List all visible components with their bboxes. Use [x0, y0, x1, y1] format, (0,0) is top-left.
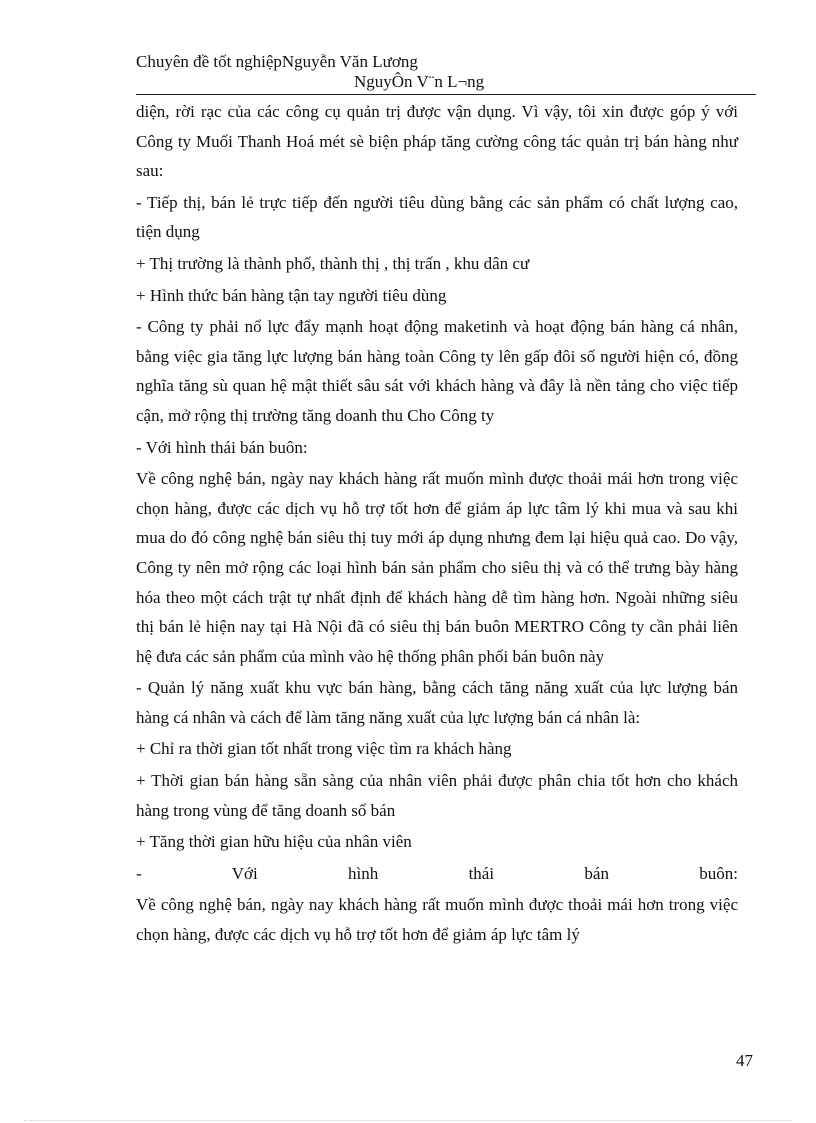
page-number: 47	[736, 1051, 753, 1070]
paragraph: + Thời gian bán hàng sẵn sàng của nhân viên phải được phân chia tốt hơn cho khách hàng trong vùng để tăng doanh số bán	[136, 771, 738, 820]
paragraph: Về công nghệ bán, ngày nay khách hàng rất muốn mình được thoải mái hơn trong việc chọn hàng, được các dịch vụ hỗ trợ tốt hơn để giảm áp lực tâm lý khi mua và sau khi mua do đó công nghệ bán siêu thị tuy mới áp dụng nhưng đem lại hiệu quả cao. Do vậy, Công ty nên mở rộng các loại hình bán sản phẩm cho siêu thị và có thể trưng bày hàng hóa theo một cách trật tự nhất định để khách hàng dễ tìm hàng hơn. Ngoài những siêu thị bán lẻ hiện nay tại Hà Nội đã có siêu thị bán buôn MERTRO Công ty cần phải liên hệ đưa các sản phẩm của mình vào hệ thống phân phối bán buôn này	[136, 469, 738, 666]
paragraph: - Công ty phải nổ lực đẩy mạnh hoạt động maketinh và hoạt động bán hàng cá nhân, bằng việc gia tăng lực lượng bán hàng toàn Công ty lên gấp đôi số người hiện có, đồng nghĩa tăng sù quan hệ mật thiết sâu sát với khách hàng và đây là nền tảng cho việc tiếp cận, mở rộng thị trường tăng doanh thu Cho Công ty	[136, 317, 738, 425]
page-bottom-divider	[24, 1120, 792, 1121]
paragraph: - Với hình thái bán buôn:	[136, 863, 738, 883]
paragraph: + Hình thức bán hàng tận tay người tiêu dùng	[136, 285, 447, 305]
paragraph: + Tăng thời gian hữu hiệu của nhân viên	[136, 832, 412, 852]
header-rule	[136, 94, 756, 95]
page-header	[136, 52, 756, 92]
paragraph: - Với hình thái bán buôn:	[136, 437, 308, 457]
header-title: Chuyên đề tốt nghiệpNguyễn Văn Lương	[136, 52, 418, 71]
paragraph: - Tiếp thị, bán lẻ trực tiếp đến người tiêu dùng bằng các sản phẩm có chất lượng cao, tiện dụng	[136, 192, 738, 242]
paragraph: Về công nghệ bán, ngày nay khách hàng rất muốn mình được thoải mái hơn trong việc chọn hàng, được các dịch vụ hỗ trợ tốt hơn để giảm áp lực tâm lý	[136, 895, 738, 945]
paragraph: - Quản lý năng xuất khu vực bán hàng, bằng cách tăng năng xuất của lực lượng bán hàng cá nhân và cách để làm tăng năng xuất của lực lượng bán cá nhân là:	[136, 678, 738, 727]
header-author-garbled: NguyÔn V¨n L¬ng	[354, 72, 485, 91]
paragraph: diện, rời rạc của các công cụ quản trị được vận dụng. Vì vậy, tôi xin được góp ý với Công ty Muối Thanh Hoá mét sè biện pháp tăng cường công tác quản trị bán hàng như sau:	[136, 102, 738, 181]
paragraph: + Thị trường là thành phố, thành thị , thị trấn , khu dân cư	[136, 253, 530, 273]
paragraph: + Chỉ ra thời gian tốt nhất trong việc tìm ra khách hàng	[136, 739, 512, 759]
document-body	[136, 97, 738, 952]
